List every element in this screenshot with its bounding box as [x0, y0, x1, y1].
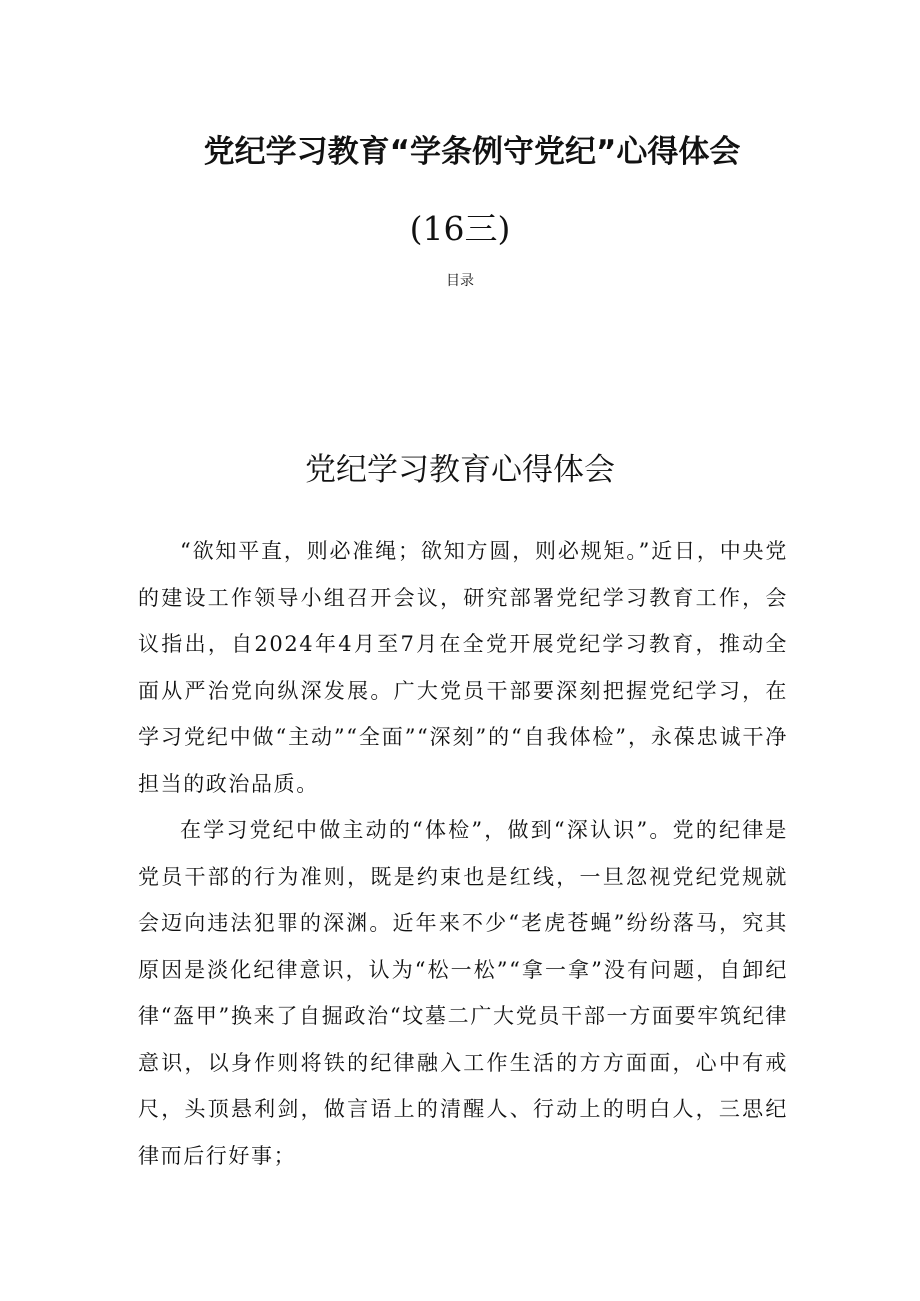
toc-label: 目录	[446, 273, 474, 289]
paragraph: 在学习党纪中做主动的“体检”，做到“深认识”。党的纪律是党员干部的行为准则，既是约束也是红线，一旦忽视党纪党规就会迈向违法犯罪的深渊。近年来不少“老虎苍蝇”纷纷落马，究其原因是淡化纪律意识，认为“松一松”“拿一拿”没有问题，自卸纪律“盔甲”换来了自掘政治“坟墓二广大党员干部一方面要牢筑纪律意识，以身作则将铁的纪律融入工作生活的方方面面，心中有戒尺，头顶悬利剑，做言语上的清醒人、行动上的明白人，三思纪律而后行好事；	[138, 818, 788, 1168]
section-title: 党纪学习教育心得体会	[305, 452, 615, 488]
document-title: 党纪学习教育“学条例守党纪”心得体会	[203, 134, 741, 170]
paragraph: “欲知平直，则必准绳；欲知方圆，则必规矩。”近日，中央党的建设工作领导小组召开会议，研究部署党纪学习教育工作，会议指出，自2024年4月至7月在全党开展党纪学习教育，推动全面从严治党向纵深发展。广大党员干部要深刻把握党纪学习，在学习党纪中做“主动”“全面”“深刻”的“自我体检”，永葆忠诚干净担当的政治品质。	[138, 539, 788, 796]
body-text	[138, 528, 788, 1179]
document-number: (16三)	[409, 209, 511, 248]
